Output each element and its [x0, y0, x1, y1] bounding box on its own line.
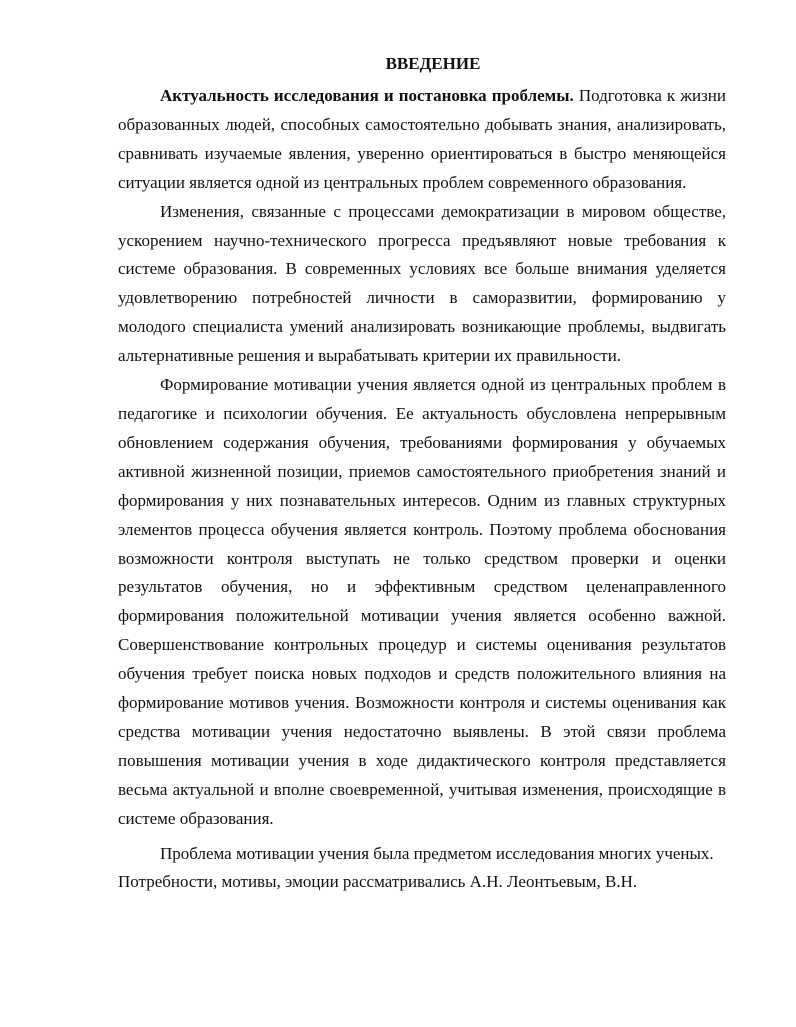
- paragraph-4: Проблема мотивации учения была предметом исследования многих ученых. Потребности, мотивы, эмоции рассматривались А.Н. Леонтьевым, В.Н.: [118, 843, 714, 892]
- paragraph-3: Формирование мотивации учения является одной из центральных проблем в педагогике и психологии обучения. Ее актуальность обусловлена непрерывным обновлением содержания обучения, требованиями формирования у обучаемых активной жизненной позиции, приемов самостоятельного приобретения знаний и формирования у них познавательных интересов. Одним из главных структурных элементов процесса обучения является контроль. Поэтому проблема обоснования возможности контроля выступать не только средством проверки и оценки результатов обучения, но и эффективным средством целенаправленного формирования положительной мотивации учения является особенно важной. Совершенствование контрольных процедур и системы оценивания результатов обучения требует поиска новых подходов и средств положительного влияния на формирование мотивов учения. Возможности контроля и системы оценивания как средства мотивации учения недостаточно выявлены. В этой связи проблема повышения мотивации учения в ходе дидактического контроля представляется весьма актуальной и вполне своевременной, учитывая изменения, происходящие в системе образования.: [118, 375, 726, 828]
- paragraph-1-lead: Актуальность исследования и постановка проблемы.: [160, 86, 574, 105]
- document-page: [118, 50, 726, 897]
- paragraph-1-text: Подготовка к жизни образованных людей, способных самостоятельно добывать знания, анализировать, сравнивать изучаемые явления, уверенно ориентироваться в быстро меняющейся ситуации является одной из центральных проблем современного образования.: [118, 86, 727, 192]
- paragraph-1: [118, 82, 726, 198]
- paragraph-2: Изменения, связанные с процессами демократизации в мировом обществе, ускорением научно-технического прогресса предъявляют новые требования к системе образования. В современных условиях все больше внимания уделяется удовлетворению потребностей личности в саморазвитии, формированию у молодого специалиста умений анализировать возникающие проблемы, выдвигать альтернативные решения и вырабатывать критерии их правильности.: [118, 201, 726, 366]
- page-title: ВВЕДЕНИЕ: [385, 54, 481, 73]
